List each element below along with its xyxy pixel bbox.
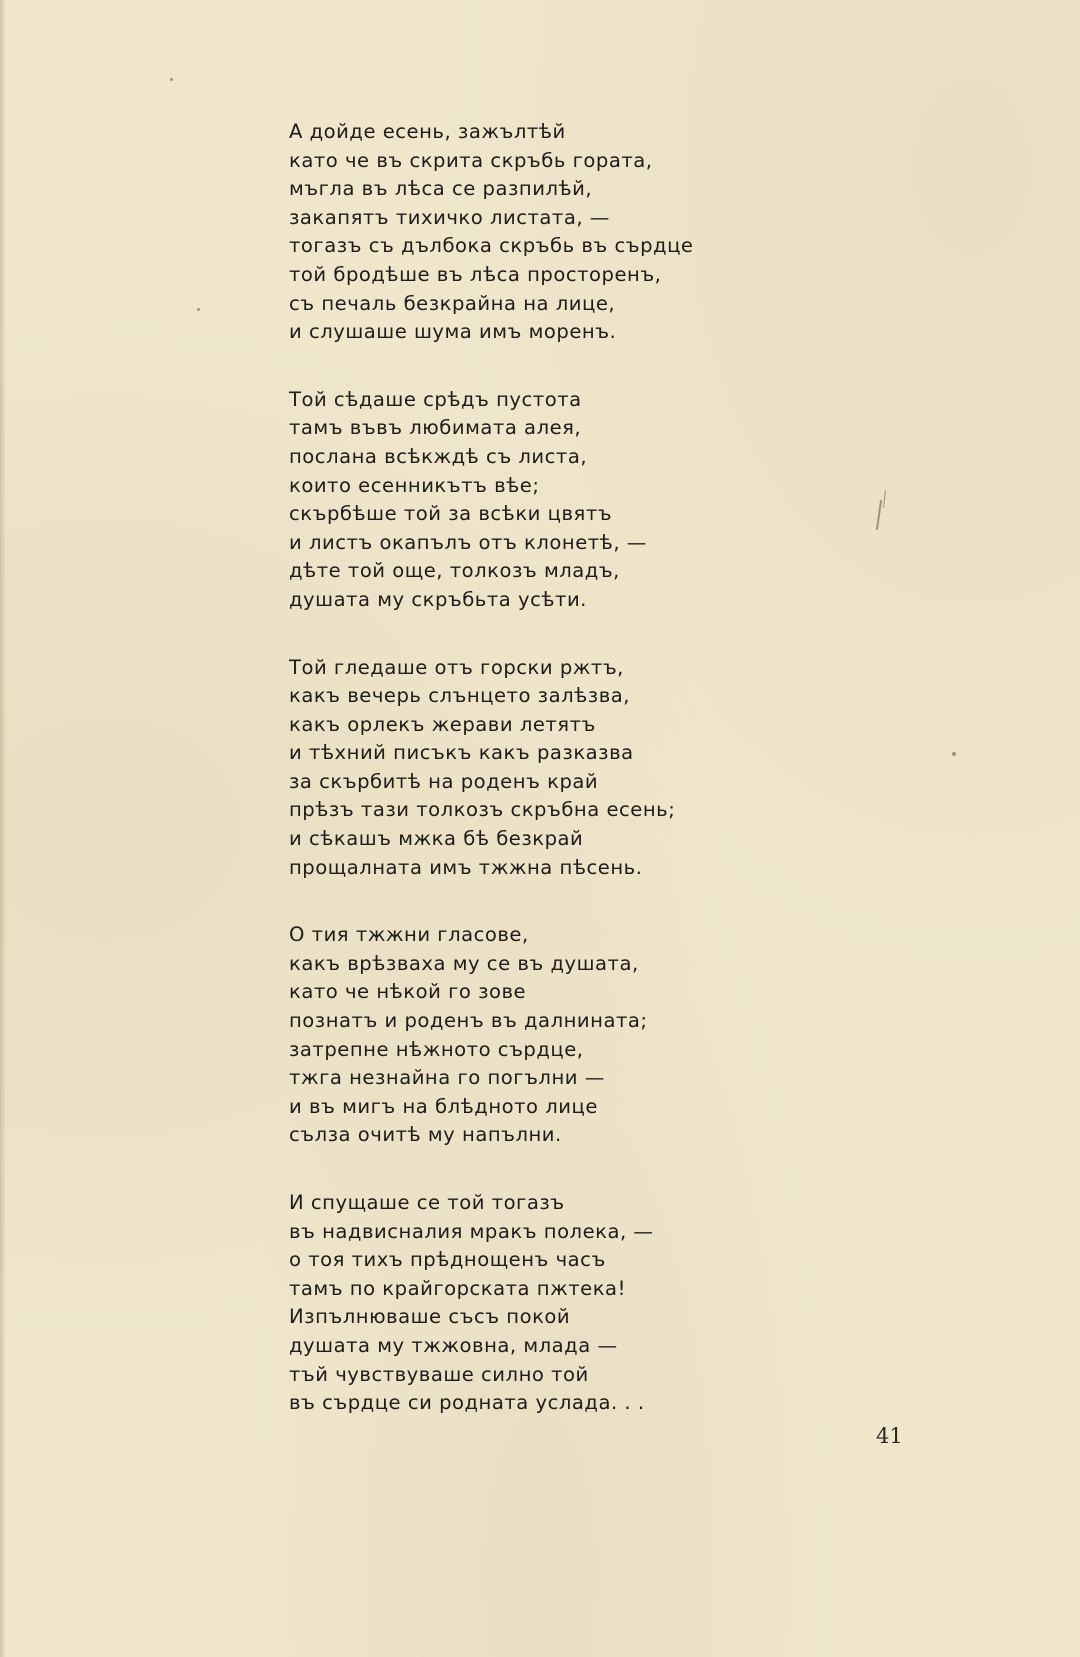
poem-line: въ сърдце си родната услада. . . <box>289 1391 645 1415</box>
poem-line: какъ врѣзваха му се въ душата, <box>289 951 639 975</box>
stanza-1 <box>289 118 759 347</box>
poem-line: и въ мигъ на блѣдното лице <box>289 1094 598 1118</box>
stanza-4 <box>289 921 759 1150</box>
poem-line: Той сѣдаше срѣдъ пустота <box>289 387 582 411</box>
paper-speck <box>197 308 200 311</box>
poem-line: душата му скръбьта усѣти. <box>289 587 587 611</box>
poem-line: А дойде есень, зажълтѣй <box>289 120 566 143</box>
stanza-2 <box>289 386 759 615</box>
poem-line: съ печаль безкрайна на лице, <box>289 291 616 315</box>
poem-line: тжга незнайна го погълни — <box>289 1066 605 1090</box>
poem-line: и слушаше шума имъ моренъ. <box>289 320 617 344</box>
poem-line: въ надвисналия мракъ полека, — <box>289 1219 654 1243</box>
poem-line: прощалната имъ тжжна пѣсень. <box>289 855 643 879</box>
poem-line: Той гледаше отъ горски ржтъ, <box>289 655 624 679</box>
poem-line: мъгла въ лѣса се разпилѣй, <box>289 177 593 201</box>
poem-line: като че въ скрита скръбь гората, <box>289 148 653 172</box>
poem-line: и сѣкашъ мжка бѣ безкрай <box>289 827 584 851</box>
poem-line: Изпълнюваше съсъ покой <box>289 1305 571 1329</box>
poem-line: послана всѣкждѣ съ листа, <box>289 444 588 468</box>
poem-line: сълза очитѣ му напълни. <box>289 1123 562 1147</box>
poem-line: за скърбитѣ на роденъ край <box>289 769 599 793</box>
poem-line: той бродѣше въ лѣса просторенъ, <box>289 262 662 286</box>
poem-line: затрепне нѣжното сърдце, <box>289 1037 584 1061</box>
poem-line: прѣзъ тази толкозъ скръбна есень; <box>289 798 676 822</box>
poem-line: душата му тжжовна, млада — <box>289 1333 618 1357</box>
poem-line: о тоя тихъ прѣднощенъ часъ <box>289 1248 606 1272</box>
poem-line: дѣте той още, толкозъ младъ, <box>289 559 620 583</box>
poem-line: закапятъ тихичко листата, — <box>289 205 610 229</box>
paper-speck <box>876 500 882 530</box>
poem-line: тамъ по крайгорската пжтека! <box>289 1276 626 1300</box>
stanza-3 <box>289 654 759 883</box>
poem-line: и тѣхний писъкъ какъ разказва <box>289 741 634 765</box>
paper-speck <box>170 78 173 81</box>
poem-line: скърбѣше той за всѣки цвятъ <box>289 502 613 526</box>
paper-speck <box>883 490 886 508</box>
poem-line: познатъ и роденъ въ далнината; <box>289 1009 648 1033</box>
poem-line: като че нѣкой го зове <box>289 980 527 1004</box>
poem-line: какъ орлекъ жерави летятъ <box>289 712 596 736</box>
poem-line: тогазъ съ дълбока скръбь въ сърдце <box>289 234 694 258</box>
page-edge-shadow <box>0 0 6 1657</box>
poem-line: О тия тжжни гласове, <box>289 923 529 947</box>
poem-line: И спущаше се той тогазъ <box>289 1191 565 1214</box>
poem-line: които есенникътъ вѣе; <box>289 473 540 497</box>
page-number: 41 <box>876 1424 903 1448</box>
poem <box>289 118 759 1457</box>
stanza-5 <box>289 1189 759 1418</box>
poem-line: какъ вечерь слънцето залѣзва, <box>289 684 630 708</box>
poem-line: и листъ окапълъ отъ клонетѣ, — <box>289 530 647 554</box>
paper-speck <box>952 752 956 756</box>
poem-line: тъй чувствуваше силно той <box>289 1362 589 1386</box>
poem-line: тамъ въвъ любимата алея, <box>289 416 582 440</box>
